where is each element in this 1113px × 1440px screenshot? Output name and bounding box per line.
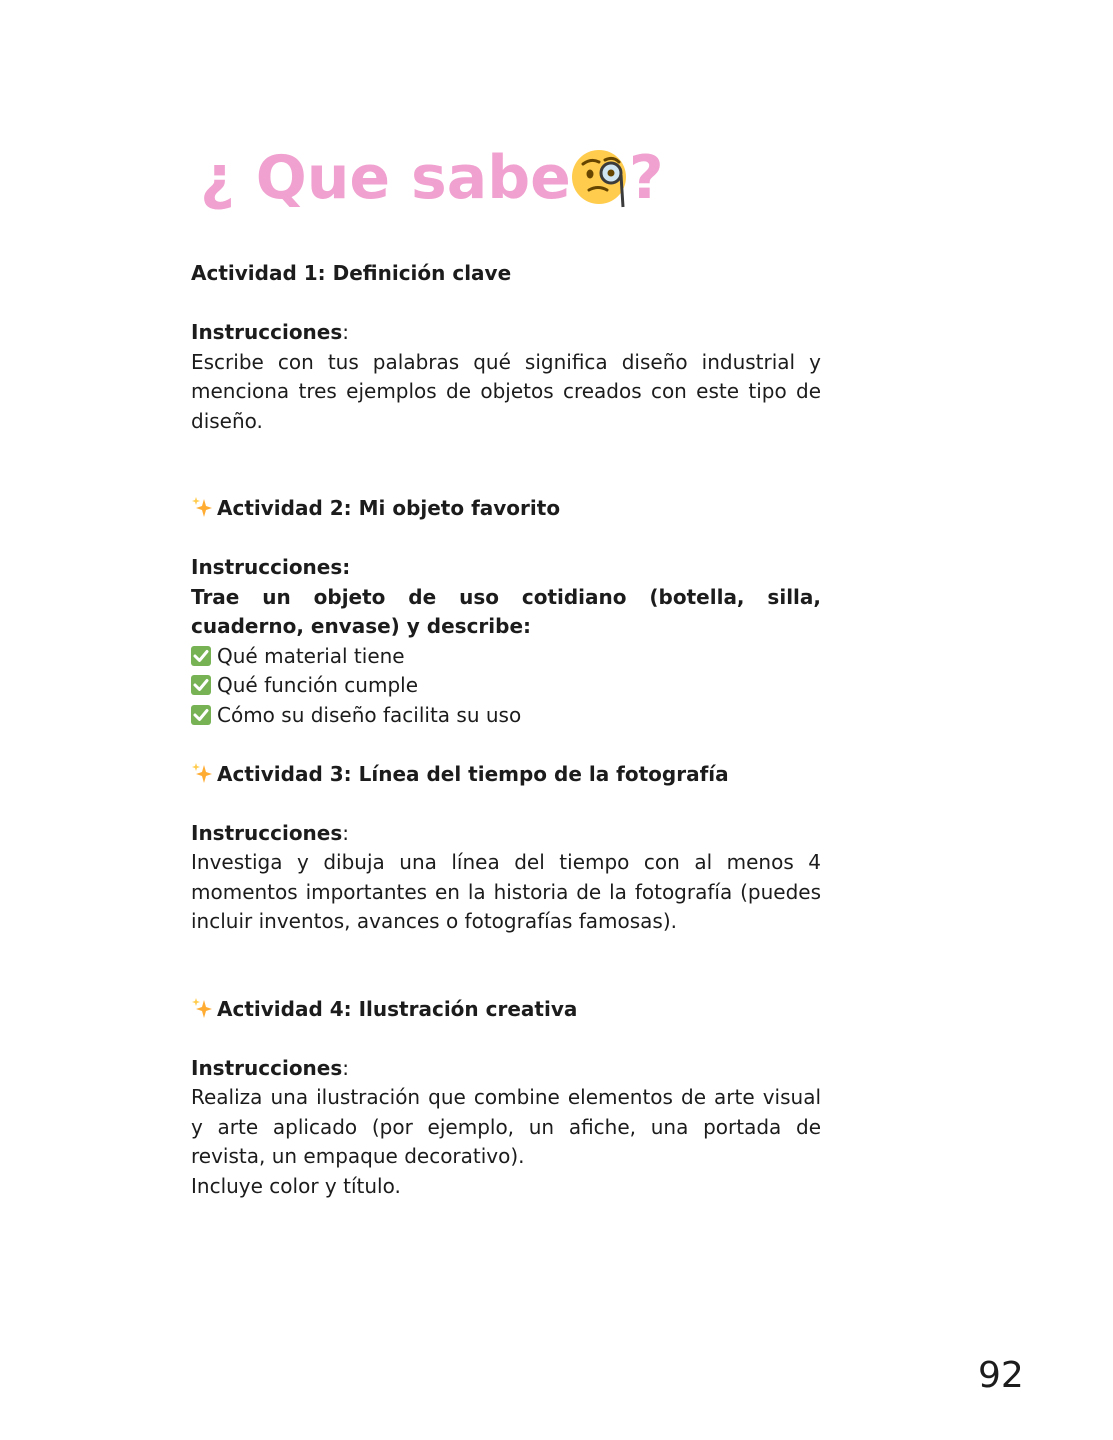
check-mark-icon	[191, 705, 211, 725]
activity-3-instructions-label	[191, 819, 821, 849]
activity-4-text-2: Incluye color y título.	[191, 1173, 401, 1198]
activity-4-instructions-label	[191, 1054, 821, 1084]
checklist-item-text: Qué función cumple	[217, 673, 419, 697]
checklist-item-text: Qué material tiene	[217, 643, 405, 668]
activity-4-heading-row	[191, 995, 821, 1025]
activity-1-text: Escribe con tus palabras qué significa diseño industrial y menciona tres ejemplos de objetos creados con este tipo de diseño.	[191, 349, 821, 433]
activity-2-text: Trae un objeto de uso cotidiano (botella, silla, cuaderno, envase) y describe:	[191, 584, 821, 638]
page-title	[200, 138, 664, 218]
activity-2-instructions-label: Instrucciones:	[191, 555, 351, 579]
instructions-colon: :	[342, 1055, 350, 1080]
check-mark-icon	[191, 675, 211, 695]
checklist-item-text: Cómo su diseño facilita su uso	[217, 702, 522, 727]
sparkles-icon	[191, 997, 213, 1019]
instructions-label: Instrucciones	[191, 820, 343, 845]
checklist-item	[191, 642, 821, 672]
instructions-label: Instrucciones	[191, 1055, 343, 1080]
page-number: 92	[978, 1355, 1024, 1396]
activity-4-heading: Actividad 4: Ilustración creativa	[217, 996, 578, 1021]
activities-content	[191, 259, 821, 1201]
activity-1-instructions-label	[191, 318, 821, 348]
activity-3-text: Investiga y dibuja una línea del tiempo con al menos 4 momentos importantes en la historia de la fotografía (puedes incluir inventos, avances o fotografías famosas).	[191, 850, 821, 933]
sparkles-icon	[191, 496, 213, 518]
activity-2-heading-row	[191, 494, 821, 524]
activity-4-text: Realiza una ilustración que combine elementos de arte visual y arte aplicado (por ejemplo, un afiche, una portada de revista, un empaque decorativo).	[191, 1085, 821, 1168]
activity-2-heading: Actividad 2: Mi objeto favorito	[217, 496, 561, 520]
instructions-colon: :	[342, 320, 350, 344]
instructions-label: Instrucciones	[191, 320, 343, 344]
instructions-colon: :	[342, 820, 350, 845]
check-mark-icon	[191, 646, 211, 666]
title-prefix: ¿ Que sabe	[200, 143, 571, 213]
checklist-item	[191, 671, 821, 701]
title-suffix: ?	[628, 143, 664, 213]
checklist-item	[191, 701, 821, 731]
face-with-monocle-icon	[571, 145, 631, 211]
activity-1-heading: Actividad 1: Definición clave	[191, 261, 512, 285]
sparkles-icon	[191, 762, 213, 784]
activity-3-heading-row	[191, 760, 821, 790]
activity-3-heading: Actividad 3: Línea del tiempo de la fotografía	[217, 761, 729, 786]
